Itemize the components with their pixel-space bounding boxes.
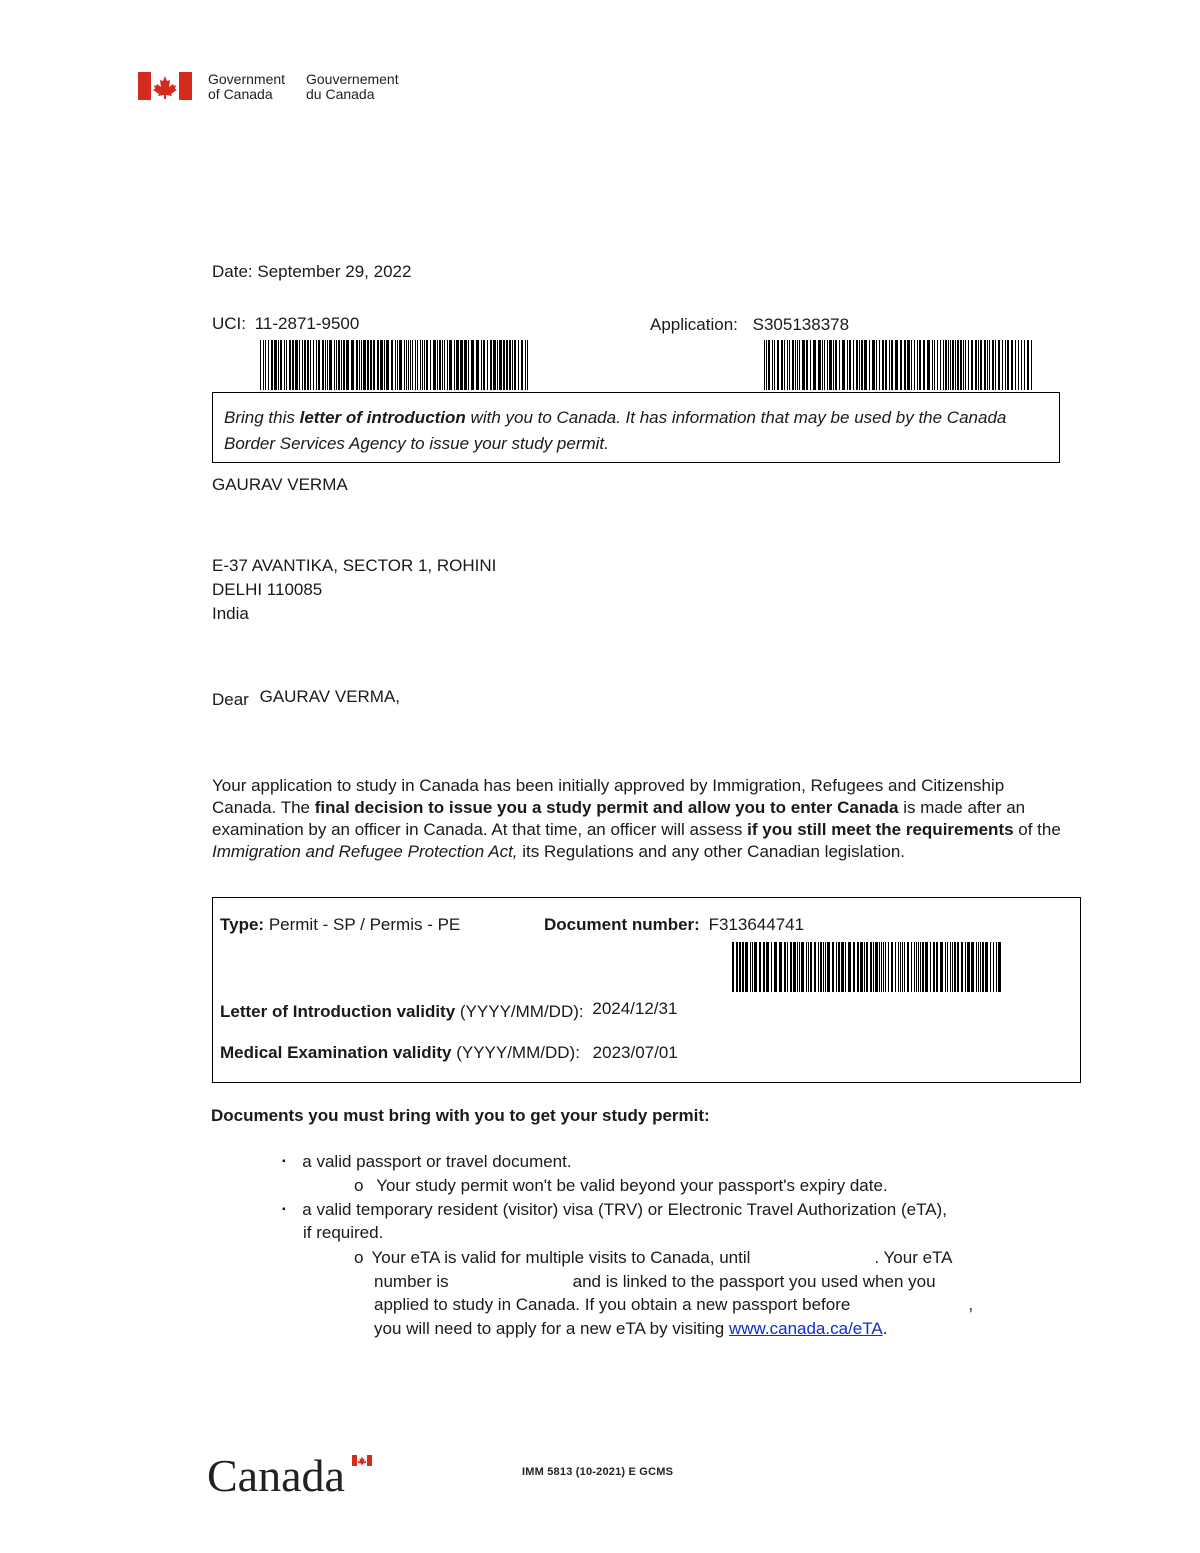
type-label: Type: <box>220 915 265 934</box>
gov-fr-line2: du Canada <box>306 86 375 102</box>
date-value: September 29, 2022 <box>257 262 412 281</box>
uci-value: 11-2871-9500 <box>254 314 360 333</box>
gov-canada-signature <box>138 72 408 104</box>
document-number <box>544 914 804 936</box>
canada-flag-icon <box>138 72 192 100</box>
wordmark-flag-icon <box>352 1455 372 1466</box>
date-label: Date: <box>212 262 253 281</box>
recipient-address <box>212 554 496 626</box>
medical-label: Medical Examination validity <box>220 1043 452 1062</box>
form-code: IMM 5813 (10-2021) E GCMS <box>522 1466 674 1478</box>
address-line2: DELHI 110085 <box>212 580 323 599</box>
uci <box>212 313 359 335</box>
loi-value: 2024/12/31 <box>592 999 678 1018</box>
address-line3: India <box>212 604 249 623</box>
documents-heading: Documents you must bring with you to get your study permit: <box>211 1106 710 1125</box>
list-subitem: o Your study permit won't be valid beyond your passport's expiry date. <box>354 1176 888 1195</box>
gov-fr-line1: Gouvernement <box>306 71 399 87</box>
list-item: ▪ a valid passport or travel document. <box>282 1152 572 1171</box>
address-line1: E-37 AVANTIKA, SECTOR 1, ROHINI <box>212 556 497 575</box>
bullet-icon: ▪ <box>282 1156 286 1167</box>
list-subitem: o Your eTA is valid for multiple visits to Canada, until . Your eTA number is and is linked to the passport you used when you applied to study in Canada. If you obtain a new passport before , you will need to apply for a new eTA by visiting www.canada.ca/eTA. <box>354 1248 974 1338</box>
doc-number-value: F313644741 <box>708 915 805 934</box>
list-item-continued: if required. <box>303 1223 384 1242</box>
letter-date <box>212 261 411 283</box>
bullet-icon: ▪ <box>282 1204 286 1215</box>
type-value: Permit - SP / Permis - PE <box>268 915 461 934</box>
canada-wordmark: Canada <box>207 1453 377 1505</box>
loi-label: Letter of Introduction validity <box>220 1002 456 1021</box>
notice-text: Bring this letter of introduction with you to Canada. It has information that may be used by the Canada Border Services Agency to issue your study permit. <box>224 408 1007 453</box>
uci-barcode <box>260 340 530 390</box>
uci-label: UCI: <box>212 314 246 333</box>
permit-details-box <box>212 897 1081 1083</box>
application-value: S305138378 <box>752 315 850 334</box>
eta-link[interactable]: www.canada.ca/eTA <box>729 1318 883 1338</box>
permit-type <box>220 914 460 936</box>
application-barcode <box>764 340 1036 390</box>
notice-box <box>212 392 1060 463</box>
salutation-name: GAURAV VERMA, <box>259 687 401 706</box>
gov-en-line2: of Canada <box>208 86 273 102</box>
application-number <box>650 314 849 336</box>
salutation <box>212 689 400 711</box>
medical-validity: Medical Examination validity (YYYY/MM/DD): 2023/07/01 <box>220 1043 678 1062</box>
application-label: Application: <box>650 315 738 334</box>
approval-paragraph: Your application to study in Canada has been initially approved by Immigration, Refugees and Citizenship Canada. The final decision to issue you a study permit and allow you to enter Canada is made after an examination by an officer in Canada. At that time, an officer will assess if you still meet the requirements of the Immigration and Refugee Protection Act, its Regulations and any other Canadian legislation. <box>212 776 1061 861</box>
recipient-name: GAURAV VERMA <box>212 475 348 494</box>
doc-number-label: Document number: <box>544 915 700 934</box>
loi-validity: Letter of Introduction validity (YYYY/MM/DD): 2024/12/31 <box>220 999 678 1021</box>
medical-value: 2023/07/01 <box>592 1043 678 1062</box>
salutation-word: Dear <box>212 690 249 709</box>
gov-en-line1: Government <box>208 71 286 87</box>
list-item: ▪ a valid temporary resident (visitor) visa (TRV) or Electronic Travel Authorization (eTA), <box>282 1200 947 1219</box>
document-barcode <box>732 942 1004 992</box>
